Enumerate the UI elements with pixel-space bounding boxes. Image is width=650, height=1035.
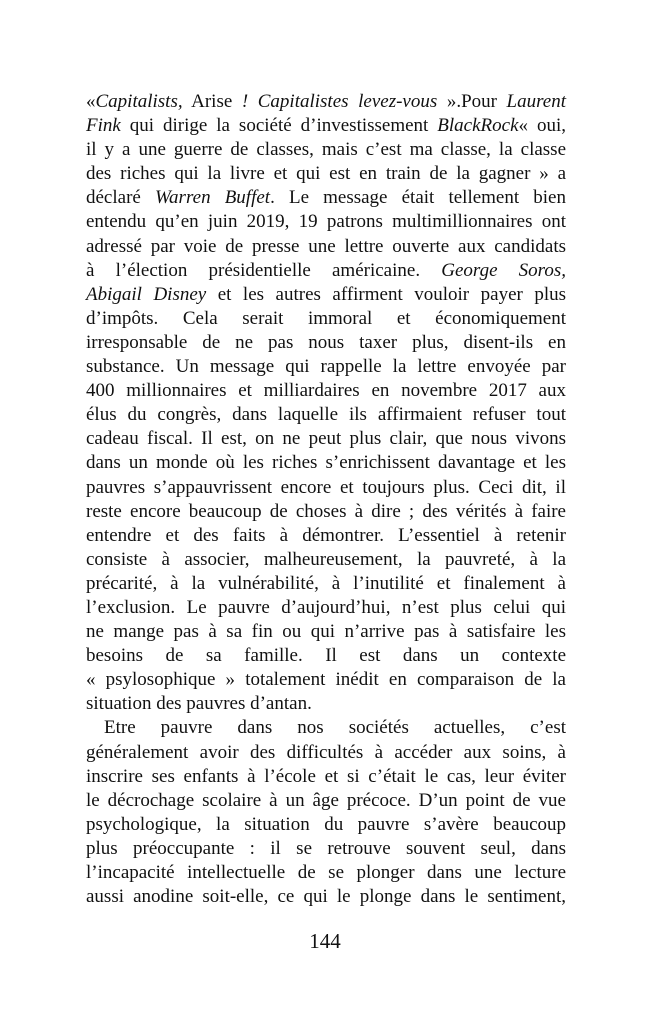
text-line: adressé par voie de presse une lettre ouverte aux candidats [86,235,566,257]
text-line: à l’élection présidentielle américaine. George Soros, [86,259,566,281]
text-line: généralement avoir des difficultés à accéder aux soins, à [86,741,566,763]
text-line: inscrire ses enfants à l’école et si c’était le cas, leur éviter [86,765,566,787]
text-line: reste encore beaucoup de choses à dire ; des vérités à faire [86,500,566,522]
text-line: aussi anodine soit-elle, ce qui le plonge dans le sentiment, [86,886,566,908]
text-line: cadeau fiscal. Il est, on ne peut plus clair, que nous vivons [86,428,566,450]
text-line: l’exclusion. Le pauvre d’aujourd’hui, n’est plus celui qui [86,596,566,618]
text-line: ne mange pas à sa fin ou qui n’arrive pas à satisfaire les [86,621,566,643]
text-line: Etre pauvre dans nos sociétés actuelles, c’est [104,717,566,739]
text-line: pauvres s’appauvrissent encore et toujours plus. Ceci dit, il [86,476,566,498]
text-line: le décrochage scolaire à un âge précoce. D’un point de vue [86,789,566,811]
text-line: situation des pauvres d’antan. [86,693,312,715]
text-line: déclaré Warren Buffet. Le message était tellement bien [86,187,566,209]
text-line: entendu qu’en juin 2019, 19 patrons multimillionnaires ont [86,211,566,233]
text-line: Fink qui dirige la société d’investissement BlackRock« oui, [86,115,567,137]
text-line: entendre et des faits à démontrer. L’essentiel à retenir [86,524,566,546]
text-line: il y a une guerre de classes, mais c’est ma classe, la classe [86,139,566,161]
page-number: 144 [309,929,341,953]
text-line: besoins de sa famille. Il est dans un contexte [86,645,566,667]
text-line: des riches qui la livre et qui est en train de la gagner » a [86,163,566,185]
text-line: irresponsable de ne pas nous taxer plus, disent-ils en [86,331,566,353]
text-line: substance. Un message qui rappelle la lettre envoyée par [86,356,566,378]
text-line: élus du congrès, dans laquelle ils affirmaient refuser tout [86,404,566,426]
text-line: psychologique, la situation du pauvre s’avère beaucoup [86,813,566,835]
text-line: consiste à associer, malheureusement, la pauvreté, à la [86,548,566,570]
text-line: précarité, à la vulnérabilité, à l’inutilité et finalement à [86,572,566,594]
text-line: Abigail Disney et les autres affirment vouloir payer plus [86,283,567,305]
text-line: «Capitalists, Arise ! Capitalistes levez-vous ».Pour Laurent [86,91,566,112]
body-text [86,90,566,909]
text-line: 400 millionnaires et milliardaires en novembre 2017 aux [86,380,566,402]
text-line: plus préoccupante : il se retrouve souvent seul, dans [86,837,566,859]
text-line: dans un monde où les riches s’enrichissent davantage et les [86,452,566,474]
text-line: l’incapacité intellectuelle de se plonger dans une lecture [86,862,566,883]
text-line: d’impôts. Cela serait immoral et économiquement [86,307,566,329]
text-line: « psylosophique » totalement inédit en comparaison de la [86,669,566,691]
